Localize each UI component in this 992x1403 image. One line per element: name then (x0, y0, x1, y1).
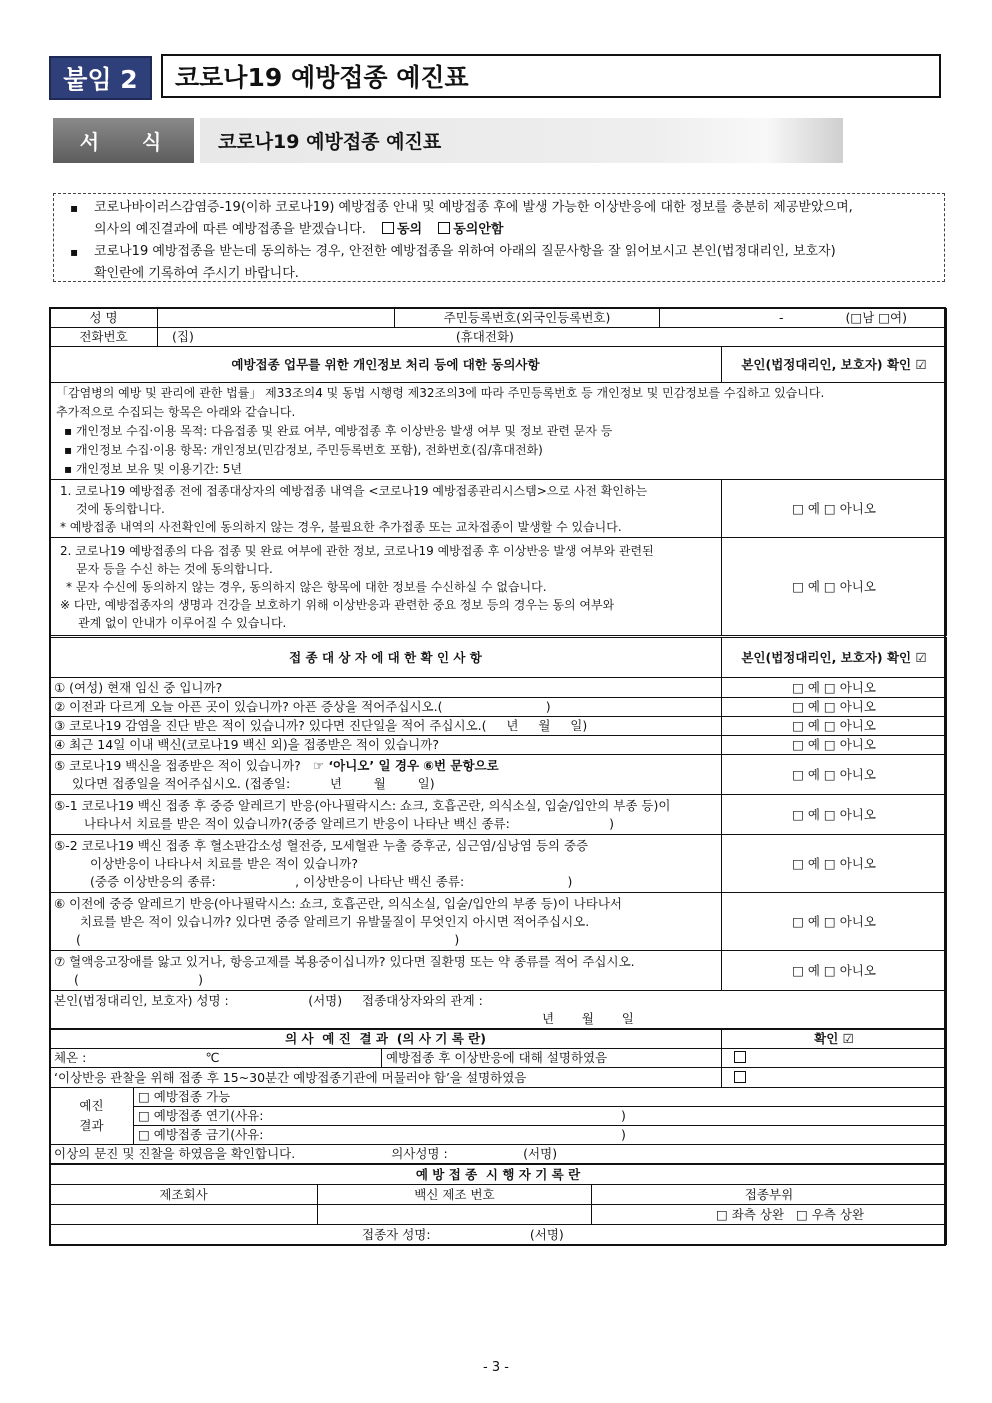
result-possible[interactable]: □ 예방접종 가능 (134, 1088, 947, 1107)
check-q5-skip: ☞ ‘아니오’ 일 경우 ⑥번 문항으로 (312, 757, 499, 773)
consent-q1 (50, 480, 722, 538)
attachment-tag: 붙임 2 (49, 56, 152, 100)
check-q1-options[interactable]: □ 예 □ 아니오 (722, 678, 947, 698)
gender-options[interactable]: (□남 □여) (845, 310, 908, 325)
notice-text-2a: 코로나19 예방접종을 받는데 동의하는 경우, 안전한 예방접종을 위하여 아래의 질문사항을 잘 읽어보시고 본인(법정대리인, 보호자) (94, 244, 836, 259)
info-table (49, 308, 947, 347)
observe-checkbox[interactable] (722, 1068, 947, 1088)
result-prohibit[interactable]: □ 예방접종 금기(사유: ) (134, 1126, 947, 1145)
check-q5-2-line1: ⑤-2 코로나19 백신 접종 후 혈소판감소성 혈전증, 모세혈관 누출 증후군, 심근염/심낭염 등의 중증 (54, 837, 589, 853)
check-q5-line1: ⑤ 코로나19 백신을 접종받은 적이 있습니까? (54, 757, 301, 773)
consent-confirm-header: 본인(법정대리인, 보호자) 확인 ☑ (722, 347, 947, 383)
name-label: 성 명 (50, 309, 158, 328)
check-q5 (50, 755, 722, 795)
manufacturer-field[interactable] (50, 1205, 318, 1225)
site-options[interactable]: □ 좌측 상완 □ 우측 상완 (592, 1205, 947, 1225)
check-q5-2-line3: (중증 이상반응의 종류: , 이상반응이 나타난 백신 종류: ) (90, 873, 573, 889)
check-q6-line3: ( ) (76, 931, 460, 947)
rrn-field[interactable] (660, 309, 947, 328)
check-q2-options[interactable]: □ 예 □ 아니오 (722, 698, 947, 717)
check-q4: ④ 최근 14일 이내 백신(코로나19 백신 외)을 접종받은 적이 있습니까? (50, 736, 722, 755)
check-title: 접 종 대 상 자 에 대 한 확 인 사 항 (50, 638, 722, 678)
check-q6 (50, 893, 722, 951)
consent-q2-note1: * 문자 수신에 동의하지 않는 경우, 동의하지 않은 항목에 대한 정보를 수신하실 수 없습니다. (66, 579, 547, 594)
check-q5-line2: 있다면 접종일을 적어주십시오. (접종일: 년 월 일) (72, 775, 435, 791)
consent-q2-note2: ※ 다만, 예방접종자의 생명과 건강을 보호하기 위해 이상반응과 관련한 중요 정보 등의 경우는 동의 여부와 (60, 597, 615, 612)
check-q5-2-options[interactable]: □ 예 □ 아니오 (722, 835, 947, 893)
consent-title: 예방접종 업무를 위한 개인정보 처리 등에 대한 동의사항 (50, 347, 722, 383)
check-signature[interactable] (50, 991, 947, 1029)
notice-item-2 (68, 241, 936, 285)
consent-q1-note: * 예방접종 내역의 사전확인에 동의하지 않는 경우, 불필요한 추가접종 또는 교차접종이 발생할 수 있습니다. (60, 519, 622, 534)
check-q6-options[interactable]: □ 예 □ 아니오 (722, 893, 947, 951)
explained-text: 예방접종 후 이상반응에 대해 설명하였음 (382, 1049, 722, 1068)
consent-q2-options[interactable]: □ 예 □ 아니오 (722, 538, 947, 636)
form-title: 코로나19 예방접종 예진표 (200, 118, 843, 163)
doctor-table (49, 1029, 947, 1164)
consent-intro-2: 추가적으로 수집되는 항목은 아래와 같습니다. (56, 405, 296, 419)
check-q6-line1: ⑥ 이전에 중증 알레르기 반응(아나필락시스: 쇼크, 호흡곤란, 의식소실, 입술/입안의 부종 등)이 나타나서 (54, 895, 623, 911)
check-q7-line2: ( ) (74, 971, 203, 987)
manufacturer-label: 제조회사 (50, 1185, 318, 1205)
rrn-label: 주민등록번호(외국인등록번호) (395, 309, 660, 328)
consent-q1-line1: 1. 코로나19 예방접종 전에 접종대상자의 예방접종 내역을 <코로나19 예방접종관리시스템>으로 사전 확인하는 (60, 483, 648, 498)
observe-text: ‘이상반응 관찰을 위해 접종 후 15~30분간 예방접종기관에 머물러야 함’을 설명하였음 (50, 1068, 722, 1088)
notice-text-1b: 의사의 예진결과에 따른 예방접종을 받겠습니다. (94, 222, 366, 237)
explained-checkbox[interactable] (722, 1049, 947, 1068)
consent-q1-line2: 것에 동의합니다. (76, 501, 165, 516)
check-table (49, 637, 947, 1029)
check-confirm-header: 본인(법정대리인, 보호자) 확인 ☑ (722, 638, 947, 678)
check-q7-line1: ⑦ 혈액응고장애를 앓고 있거나, 항응고제를 복용중이십니까? 있다면 질환명 또는 약 종류를 적어 주십시오. (54, 953, 635, 969)
mobile-phone-label: (휴대전화) (455, 329, 514, 344)
check-q3: ③ 코로나19 감염을 진단 받은 적이 있습니까? 있다면 진단일을 적어 주십시오.( 년 월 일) (50, 717, 722, 736)
check-date: 년 월 일 (542, 1010, 634, 1026)
check-q1: ① (여성) 현재 임신 중 입니까? (50, 678, 722, 698)
doctor-confirm-header: 확인 ☑ (722, 1030, 947, 1049)
disagree-checkbox[interactable] (438, 222, 450, 234)
phone-label: 전화번호 (50, 328, 158, 347)
form-tag: 서 식 (53, 118, 194, 163)
consent-q2-note3: 관계 없이 안내가 이루어질 수 있습니다. (78, 615, 287, 630)
check-q5-1-line1: ⑤-1 코로나19 백신 접종 후 중증 알레르기 반응(아나필락시스: 쇼크, 호흡곤란, 의식소실, 입술/입안의 부종 등)이 (54, 797, 671, 813)
doctor-sign: 의사성명 : (서명) (391, 1146, 558, 1161)
check-q7 (50, 951, 722, 991)
doctor-signature[interactable] (50, 1145, 947, 1164)
consent-q1-options[interactable]: □ 예 □ 아니오 (722, 480, 947, 538)
page-title: 코로나19 예방접종 예진표 (161, 54, 941, 98)
phone-field[interactable] (158, 328, 947, 347)
consent-q2-line1: 2. 코로나19 예방접종의 다음 접종 및 완료 여부에 관한 정보, 코로나19 예방접종 후 이상반응 발생 여부와 관련된 (60, 543, 654, 558)
consent-table (49, 346, 947, 636)
notice-box (53, 193, 945, 282)
notice-item-1 (68, 197, 936, 241)
home-phone-label: (집) (172, 329, 194, 344)
consent-bullet-2: ▪ 개인정보 수집·이용 항목: 개인정보(민감정보, 주민등록번호 포함), 전화번호(집/휴대전화) (64, 443, 543, 457)
consent-q2 (50, 538, 722, 636)
temperature-field[interactable]: 체온 : ℃ (50, 1049, 382, 1068)
consent-intro (50, 383, 947, 480)
check-q4-options[interactable]: □ 예 □ 아니오 (722, 736, 947, 755)
consent-bullet-3: ▪ 개인정보 보유 및 이용기간: 5년 (64, 462, 242, 476)
notice-text-2b: 확인란에 기록하여 주시기 바랍니다. (94, 266, 299, 281)
check-q2: ② 이전과 다르게 오늘 아픈 곳이 있습니까? 아픈 증상을 적어주십시오.( ) (50, 698, 722, 717)
consent-intro-1: 「감염병의 예방 및 관리에 관한 법률」 제33조의4 및 동법 시행령 제32조의3에 따라 주민등록번호 등 개인정보 및 민감정보를 수집하고 있습니다. (56, 386, 825, 400)
check-q5-2 (50, 835, 722, 893)
result-label: 예진 결과 (50, 1088, 134, 1145)
consent-q2-line2: 문자 등을 수신 하는 것에 동의합니다. (76, 561, 273, 576)
record-table (49, 1164, 947, 1245)
doctor-title: 의 사 예 진 결 과 (의 사 기 록 란) (50, 1030, 722, 1049)
agree-checkbox[interactable] (382, 222, 394, 234)
lot-label: 백신 제조 번호 (318, 1185, 592, 1205)
check-q6-line2: 치료를 받은 적이 있습니까? 있다면 중증 알레르기 유발물질이 무엇인지 아시면 적어주십시오. (80, 913, 590, 929)
disagree-label: 동의안함 (453, 222, 504, 237)
check-q5-1-options[interactable]: □ 예 □ 아니오 (722, 795, 947, 835)
name-field[interactable] (158, 309, 395, 328)
doctor-confirm-text: 이상의 문진 및 진찰을 하였음을 확인합니다. (54, 1146, 296, 1161)
check-q7-options[interactable]: □ 예 □ 아니오 (722, 951, 947, 991)
consent-bullet-1: ▪ 개인정보 수집·이용 목적: 다음접종 및 완료 여부, 예방접종 후 이상반응 발생 여부 및 정보 관련 문자 등 (64, 424, 613, 438)
lot-field[interactable] (318, 1205, 592, 1225)
page-number: - 3 - (483, 1360, 509, 1375)
check-q5-1-line2: 나타나서 치료를 받은 적이 있습니까?(중증 알레르기 반응이 나타난 백신 종류: ) (84, 815, 615, 831)
check-signature-text: 본인(법정대리인, 보호자) 성명 : (서명) 접종대상자와의 관계 : (54, 992, 483, 1008)
notice-text-1a: 코로나바이러스감염증-19(이하 코로나19) 예방접종 안내 및 예방접종 후에 발생 가능한 이상반응에 대한 정보를 충분히 제공받았으며, (94, 200, 853, 215)
check-q5-1 (50, 795, 722, 835)
vaccinator-sign[interactable]: 접종자 성명: (서명) (50, 1225, 947, 1245)
agree-label: 동의 (396, 222, 423, 237)
record-title: 예 방 접 종 시 행 자 기 록 란 (50, 1165, 947, 1185)
result-postpone[interactable]: □ 예방접종 연기(사유: ) (134, 1107, 947, 1126)
site-label: 접종부위 (592, 1185, 947, 1205)
check-q5-options[interactable]: □ 예 □ 아니오 (722, 755, 947, 795)
check-q3-options[interactable]: □ 예 □ 아니오 (722, 717, 947, 736)
check-q5-2-line2: 이상반응이 나타나서 치료를 받은 적이 있습니까? (90, 855, 359, 871)
rrn-dash: - (779, 310, 784, 325)
